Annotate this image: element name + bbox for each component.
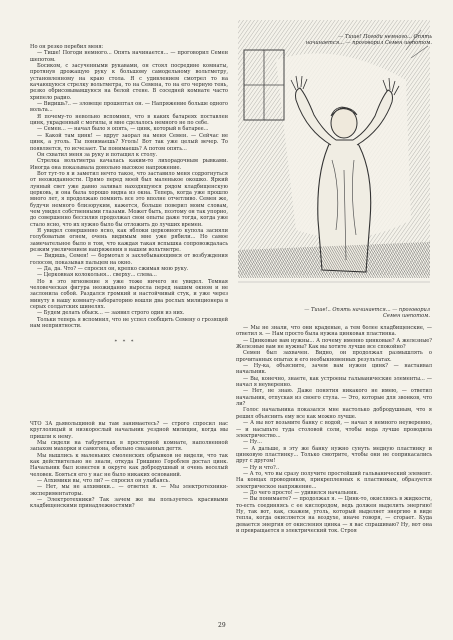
page-number: 29 <box>218 622 226 629</box>
sketch-illustration <box>236 20 432 311</box>
paragraph: — Семен... — начал было я опять, — цинк, который в батарее... <box>37 126 209 133</box>
paragraph: — А дальше, в эту же банку нужно сунуть медную пластинку и цинковую пластинку... Только смотрите, чтобы они не соприкасались друг с другом! <box>236 445 432 465</box>
right-column-bottom-text <box>236 325 432 620</box>
illustration-caption-bottom: — Тише!.. Опять начинается... — проговорил Семен шепотом. <box>304 307 430 320</box>
opening-paragraph: ЧТО ЗА дьявольщиной вы там занимаетесь? — строго спросил нас круглолицый и низкорослый начальник уездной милиции, когда мы пришли к нему. <box>30 421 228 440</box>
paragraph: — А то, что вы сразу получите простейший гальванический элемент. На концах проводников, прикрепленных к пластинкам, образуется электрическое напряжение... <box>236 470 432 490</box>
paragraph: Я увидел совершенно ясно, как яблоки церковного купола засияли голубоватым огнем, очень видимым мне уже рябили... Но самое замечательное было в том, что каждая такая вспышка сопровождалась резким увеличением напряжения в нашем вольтметре. <box>30 227 228 253</box>
illustration-caption-top: — Тише! Погоди немного... Опять начинается... — проговорил Семен шепотом. <box>305 34 432 47</box>
paragraph: Стрелка вольтметра качалась каким-то лихорадочным рывками. Иногда она показывала довольно высокое напряжение. <box>30 158 228 171</box>
paragraph: — Ну... <box>243 439 263 446</box>
paragraph: — Нет, не знаю. Даже понятия никакого не имею, — ответил начальник, отпуская из своего стула. — Это, которые для звонков, что ли? <box>236 388 432 408</box>
paragraph: — Видишь, Семен! — бормотал я захлебывающимся от возбуждения голосом, показывая пальцем на окно. <box>30 253 228 266</box>
paragraph: — Ну-ка, объясните, зачем вам нужен цинк? — настаивал начальник. <box>236 363 432 376</box>
section-separator: * * * <box>114 339 136 345</box>
paragraph: Мы вышлись к маленьких смоленских обрывков не видели, что так как действительно не знали, откуда Гришино Гороблев достал цинк. Начальник был известен в округе как добродушный и очень веселый человек. Бояться его у нас не было никаких оснований. <box>30 452 228 478</box>
paragraph: — Электротехники? Так зачем же вы пользуетесь красивыми кладбищенскими принадлежностями? <box>30 497 228 510</box>
paragraph: — А вы вот возьмите банку с водой, — начал я немного неуверенно, — и насыпьте туда столовой соли, чтобы вода лучше проводила электричество... <box>236 420 432 439</box>
paragraph: — Тише! Погоди немного... Опять начинается... — проговорил Семен шепотом. <box>30 50 228 63</box>
paragraph: Я почему-то невольно вспомнил, что в каких батареях поставлен цинк, украденный с могилы, и мне сделалось немного не по себе. <box>30 113 228 127</box>
paragraph: Семен был захвачен. Видно, он продолжал размышлять о прочитанных опытах и его необыкновенных результатах. <box>236 350 432 363</box>
paragraph: Голос начальника показался мне настолько добродушным, что я решил объяснить ему все как можно лучше. <box>236 407 432 420</box>
paragraph: — Вы понимаете? — продолжал я. — Цинк-то, окисляясь в жидкости, то-есть соединяясь с ее кислородом, ведь должен выделить энергию! Ну, так вот, как, скажем, уголь, который выделяет энергию в виде тепла, когда окисляется на воздухе, иначе говоря, — сгорает. Куда девается энергия от окисления цинка — я вас спрашиваю? Ну, вот она и превращается в электрический ток. Строя <box>236 496 432 534</box>
paragraph: — Да, да. Что? — спросил он, крепко сжимая мою руку. <box>37 266 189 273</box>
paragraph: Босиком, с засученными рукавами, он стоял посредине комнаты, протянув дрожащую руку к большому самодельному вольтметру, установленному на краю стола. Я с удивлением смотрел то на качающуюся стрелку вольтметра, то на Семена, то на его черную тень, резко обрисовывавшуюся на белой стене. В соседней комнате часто хрипело радио. <box>30 63 228 101</box>
paragraph: Мы сидели на табуретках в просторной комнате, наполненной запахом махорки и самогона, обильно смазанных дегтя. <box>30 440 228 453</box>
paragraph: — Цинковые вам нужны... А почему именно цинковые? А железные? Железные вам не нужны? Как вы хотите лучше все спокойно? <box>236 337 432 351</box>
paragraph: — Видишь?.. — зловеще прошептал он. — Напряжение больше одного вольта... <box>30 101 228 114</box>
paragraph: — Будем делать обыск... — заявил строго один из них. <box>37 310 185 317</box>
paragraph: — Нет, мы не алхимики... — ответил я. — Мы электротехники-экспериментаторы. <box>30 484 228 497</box>
left-column-top-text <box>30 44 228 336</box>
paragraph: — Ну и что?.. <box>243 464 280 471</box>
paragraph: Тольки теперь я вспомнил, что не успел сообщить Семену о грозящей нам неприятности. <box>30 316 228 330</box>
paragraph: Он схватил меня за руку и потащил к столу. <box>37 151 158 158</box>
paragraph: — Какой там цинк! — вдруг заорал на меня Семен. — Сейчас не цинк, а уголь. Ты понимаешь? Уголь! Вот так уже целый вечер. То появляется, то исчезает. Ты понимаешь? А потом опять... <box>30 132 228 152</box>
paragraph: — Мы не знали, что они краденые, а тем более кладбищенские, — ответил я. — Нам просто была нужна цинковая пластинка. <box>236 325 432 338</box>
paragraph: Но он резко перебил меня: <box>30 44 104 50</box>
paragraph: Вот тут-то я и заметил нечто такое, что заставило меня содрогнуться от неожиданности. Прямо перед моей был маленькое окошко. Яркий лунный свет уже давно заливал находящуюся рядом кладбищенскую церковь, и она была хорошо видна из окна. Теперь, когда уже прошло много лет, я продолжаю помнить все это вполне отчетливо. Семен же, будучи немного близоруким, кажется, больше поверил моим словам, чем увидел собственными глазами. Может быть, поэтому он так упорно, до совершенно бессилия продолжал свои опыты даже тогда, когда уже стало ясно, что их нужно было бы отложить до лучших времен. <box>30 170 228 228</box>
paragraph: — Церковная колокольня... сверху... слева... <box>37 272 157 279</box>
paragraph: — Алхимики вы, что ли? — спросил он улыбаясь. <box>37 478 170 485</box>
left-column-bottom-text <box>30 421 228 618</box>
paragraph: Но в это мгновение я уже тоже ничего не увидел. Темная человеческая фигура неожиданно выросла перед нашим окном и не заслонила собой. Раздался громкий и настойчивый стук, и уже через минуту в нашу комнату-лабораторию вошли два рослых милиционера в серых солдатских шинелях. <box>30 278 228 311</box>
paragraph: — Вы, конечно, знаете, как устроены гальванические элементы... — начал я неуверенно. <box>236 375 432 389</box>
paragraph: — До чего просто! — удивился начальник. <box>243 489 359 496</box>
